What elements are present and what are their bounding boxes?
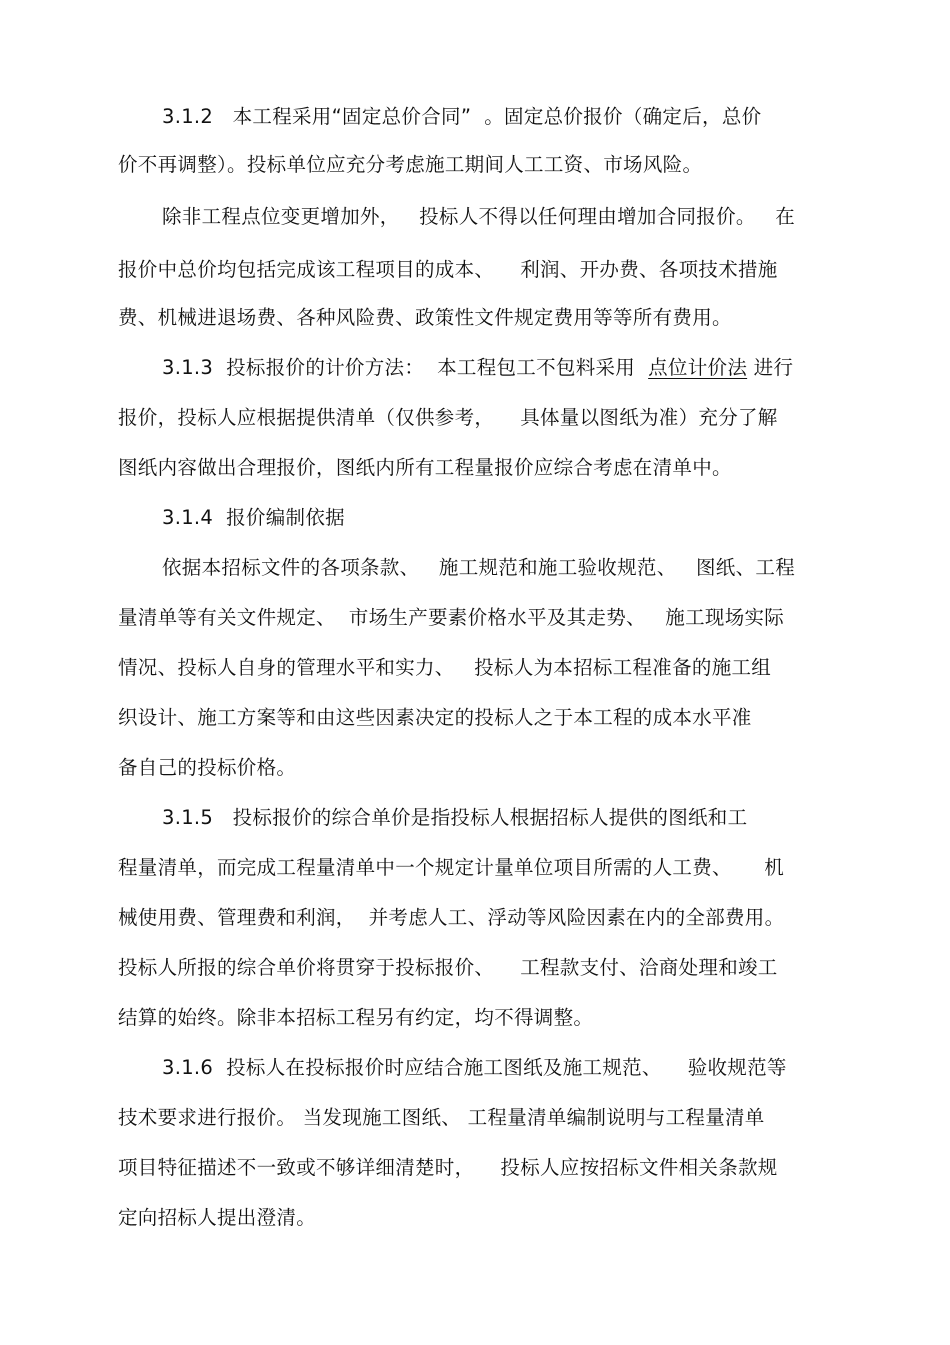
para-313-line-3: 图纸内容做出合理报价，图纸内所有工程量报价应综合考虑在清单中。 — [118, 456, 732, 479]
heading-314: 3.1.4 报价编制依据 — [162, 506, 345, 529]
para-315-line-2: 程量清单，而完成工程量清单中一个规定计量单位项目所需的人工费、 机 — [118, 856, 785, 879]
para-314-line-3: 情况、投标人自身的管理水平和实力、 投标人为本招标工程准备的施工组 — [118, 656, 772, 679]
para-313-text-b: 进行 — [753, 356, 794, 379]
para-315-line-1: 3.1.5 投标报价的综合单价是指投标人根据招标人提供的图纸和工 — [162, 806, 748, 829]
pricing-method-term: 点位计价法 — [648, 356, 748, 379]
para-316-line-2: 技术要求进行报价。 当发现施工图纸、 工程量清单编制说明与工程量清单 — [118, 1106, 765, 1129]
para-314-line-4: 织设计、施工方案等和由这些因素决定的投标人之于本工程的成本水平准 — [118, 706, 752, 729]
para-313-line-2: 报价，投标人应根据提供清单（仅供参考， 具体量以图纸为准）充分了解 — [118, 406, 778, 429]
para-312b-line-2: 报价中总价均包括完成该工程项目的成本、 利润、开办费、各项技术措施 — [118, 258, 778, 281]
para-312-line-2: 价不再调整）。投标单位应充分考虑施工期间人工工资、市场风险。 — [118, 153, 703, 176]
para-313-text-a: 3.1.3 投标报价的计价方法： 本工程包工不包料采用 — [162, 356, 636, 379]
para-314-line-1: 依据本招标文件的各项条款、 施工规范和施工验收规范、 图纸、工程 — [162, 556, 795, 579]
para-314-line-5: 备自己的投标价格。 — [118, 756, 297, 779]
para-312b-line-3: 费、机械进退场费、各种风险费、政策性文件规定费用等等所有费用。 — [118, 306, 732, 329]
para-312b-line-1: 除非工程点位变更增加外， 投标人不得以任何理由增加合同报价。 在 — [162, 205, 795, 228]
para-316-line-4: 定向招标人提出澄清。 — [118, 1206, 317, 1229]
para-315-line-4: 投标人所报的综合单价将贯穿于投标报价、 工程款支付、洽商处理和竣工 — [118, 956, 778, 979]
para-315-line-3: 械使用费、管理费和利润， 并考虑人工、浮动等风险因素在内的全部费用。 — [118, 906, 785, 929]
para-315-line-5: 结算的始终。除非本招标工程另有约定，均不得调整。 — [118, 1006, 594, 1029]
para-316-line-1: 3.1.6 投标人在投标报价时应结合施工图纸及施工规范、 验收规范等 — [162, 1056, 787, 1079]
para-312-line-1: 3.1.2 本工程采用“固定总价合同” 。固定总价报价（确定后，总价 — [162, 105, 762, 128]
para-316-line-3: 项目特征描述不一致或不够详细清楚时， 投标人应按招标文件相关条款规 — [118, 1156, 778, 1179]
para-314-line-2: 量清单等有关文件规定、 市场生产要素价格水平及其走势、 施工现场实际 — [118, 606, 785, 629]
para-313-line-1 — [162, 353, 838, 383]
